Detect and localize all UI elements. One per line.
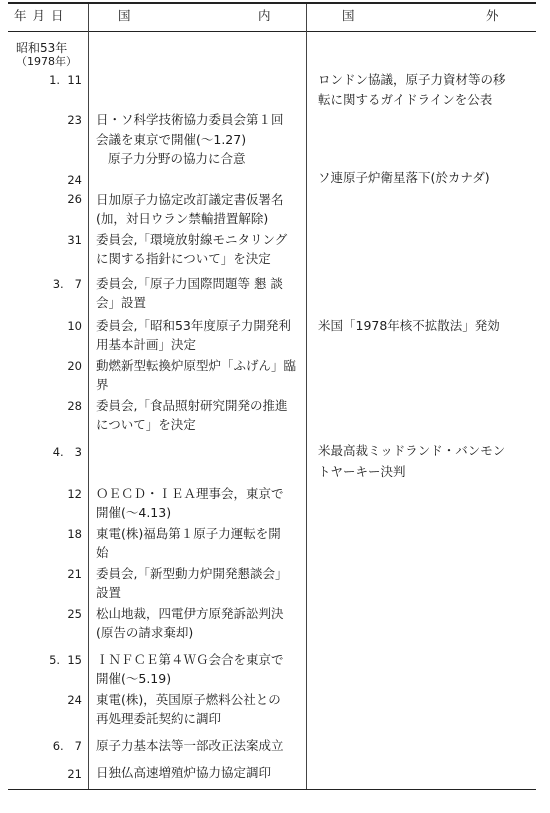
row-date: 5. 15 bbox=[49, 653, 82, 667]
domestic-line: 界 bbox=[96, 377, 109, 392]
domestic-line: 用基本計画」決定 bbox=[96, 337, 197, 352]
domestic-line: 委員会,「原子力国際問題等 懇 談 bbox=[96, 276, 283, 291]
header-abroad-b: 外 bbox=[486, 8, 500, 23]
abroad-line: ソ連原子炉衛星落下(於カナダ) bbox=[318, 170, 490, 185]
row-date: 31 bbox=[67, 233, 82, 247]
header-domestic-b: 内 bbox=[258, 8, 272, 23]
domestic-line: 開催(～4.13) bbox=[96, 505, 172, 520]
domestic-line: 日加原子力協定改訂議定書仮署名 bbox=[96, 192, 284, 207]
domestic-line: 原子力基本法等一部改正法案成立 bbox=[96, 738, 284, 753]
domestic-line: 東電(株)，英国原子燃料公社との bbox=[96, 692, 281, 707]
row-date: 24 bbox=[67, 173, 82, 187]
domestic-line: 日独仏高速増殖炉協力協定調印 bbox=[96, 765, 272, 780]
row-date: 1. 11 bbox=[49, 73, 82, 87]
domestic-line: ＩＮＦＣＥ第４ＷＧ会合を東京で bbox=[96, 652, 284, 667]
domestic-line: (加，対日ウラン禁輸措置解除) bbox=[96, 211, 269, 226]
domestic-line: ＯＥＣＤ・ＩＥＡ理事会，東京で bbox=[96, 486, 284, 501]
header-abroad-a: 国 bbox=[342, 8, 356, 23]
domestic-line: 松山地裁，四電伊方原発訴訟判決 bbox=[96, 606, 284, 621]
domestic-line: 会」設置 bbox=[96, 295, 147, 310]
abroad-line: ロンドン協議，原子力資材等の移 bbox=[318, 72, 506, 87]
domestic-line: 会議を東京で開催(～1.27) bbox=[96, 132, 247, 147]
abroad-line: 米最高裁ミッドランド・バンモン bbox=[318, 443, 506, 458]
domestic-line: に関する指針について」を決定 bbox=[96, 251, 271, 266]
row-date: 25 bbox=[67, 607, 82, 621]
domestic-line: 始 bbox=[96, 545, 109, 560]
row-date: 23 bbox=[67, 113, 82, 127]
domestic-line: 委員会,「新型動力炉開発懇談会」 bbox=[96, 566, 288, 581]
abroad-line: 転に関するガイドラインを公表 bbox=[318, 92, 493, 107]
row-date: 3. 7 bbox=[52, 277, 82, 291]
row-date: 6. 7 bbox=[52, 739, 82, 753]
domestic-line: 日・ソ科学技術協力委員会第１回 bbox=[96, 112, 284, 127]
row-date: 4. 3 bbox=[52, 445, 82, 459]
era-western-year: （1978年） bbox=[16, 55, 77, 68]
era-year: 昭和53年 bbox=[16, 41, 68, 55]
domestic-line: 東電(株)福島第１原子力運転を開 bbox=[96, 526, 281, 541]
bottom-rule bbox=[8, 789, 536, 790]
domestic-line: 委員会,「食品照射研究開発の推進 bbox=[96, 398, 288, 413]
abroad-line: 米国「1978年核不拡散法」発効 bbox=[318, 318, 500, 333]
domestic-line: 再処理委託契約に調印 bbox=[96, 711, 222, 726]
row-date: 24 bbox=[67, 693, 82, 707]
header-domestic-a: 国 bbox=[118, 8, 132, 23]
domestic-line: 委員会,「環境放射線モニタリング bbox=[96, 232, 288, 247]
row-date: 21 bbox=[67, 567, 82, 581]
row-date: 28 bbox=[67, 399, 82, 413]
domestic-line: 原子力分野の協力に合意 bbox=[108, 151, 246, 166]
domestic-line: (原告の請求棄却) bbox=[96, 625, 194, 640]
row-date: 18 bbox=[67, 527, 82, 541]
date-column-divider bbox=[88, 4, 89, 789]
row-date: 12 bbox=[67, 487, 82, 501]
domestic-abroad-divider bbox=[306, 4, 307, 789]
row-date: 10 bbox=[67, 319, 82, 333]
domestic-line: 委員会,「昭和53年度原子力開発利 bbox=[96, 318, 291, 333]
row-date: 21 bbox=[67, 767, 82, 781]
row-date: 20 bbox=[67, 359, 82, 373]
abroad-line: トヤーキー決判 bbox=[318, 464, 406, 479]
header-date: 年 月 日 bbox=[14, 8, 65, 23]
row-date: 26 bbox=[67, 192, 82, 206]
domestic-line: について」を決定 bbox=[96, 417, 196, 432]
domestic-line: 開催(～5.19) bbox=[96, 671, 172, 686]
domestic-line: 設置 bbox=[96, 585, 122, 600]
domestic-line: 動燃新型転換炉原型炉「ふげん」臨 bbox=[96, 358, 297, 373]
